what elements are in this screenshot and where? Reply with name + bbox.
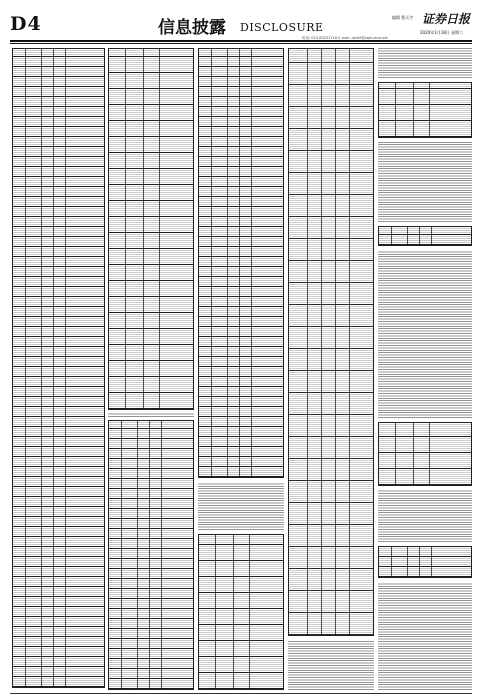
disclosure-table-col-3 [198,48,284,478]
text-col-5-a [378,48,472,78]
summary-table-col-5-a [378,82,472,138]
text-col-5-e [378,582,472,690]
disclosure-table-col-2-top [108,48,194,410]
notes-text-col-4 [288,640,374,690]
disclosure-table-col-3-bottom [198,534,284,690]
section-title-en: DISCLOSURE [240,21,324,34]
issue-dateline: 2020年1月18日 星期六 [420,30,464,35]
page-header [0,0,484,44]
summary-table-col-5-d [378,546,472,578]
newspaper-masthead: 证券日报 [422,12,471,26]
text-col-5-b [378,142,472,222]
text-col-5-c [378,250,472,418]
contact-line: 电话: 010-83251716 E-mail: zqrb9@zqrb.sina.net [302,36,388,40]
notes-text-col-3 [198,482,284,530]
disclosure-table-col-2-bottom [108,420,194,690]
header-rule [10,40,472,42]
page-number: D4 [10,13,42,35]
header-rule-thin [10,43,472,44]
section-title: 信息披露 [158,18,226,38]
table-caption [108,412,194,417]
disclosure-table-col-4 [288,48,374,636]
editor-line: 编辑 程天宇 [392,15,414,20]
footer-rule [10,693,472,694]
text-col-5-d [378,490,472,542]
summary-table-col-5-b [378,226,472,246]
disclosure-table-col-1 [12,48,105,688]
summary-table-col-5-c [378,422,472,486]
